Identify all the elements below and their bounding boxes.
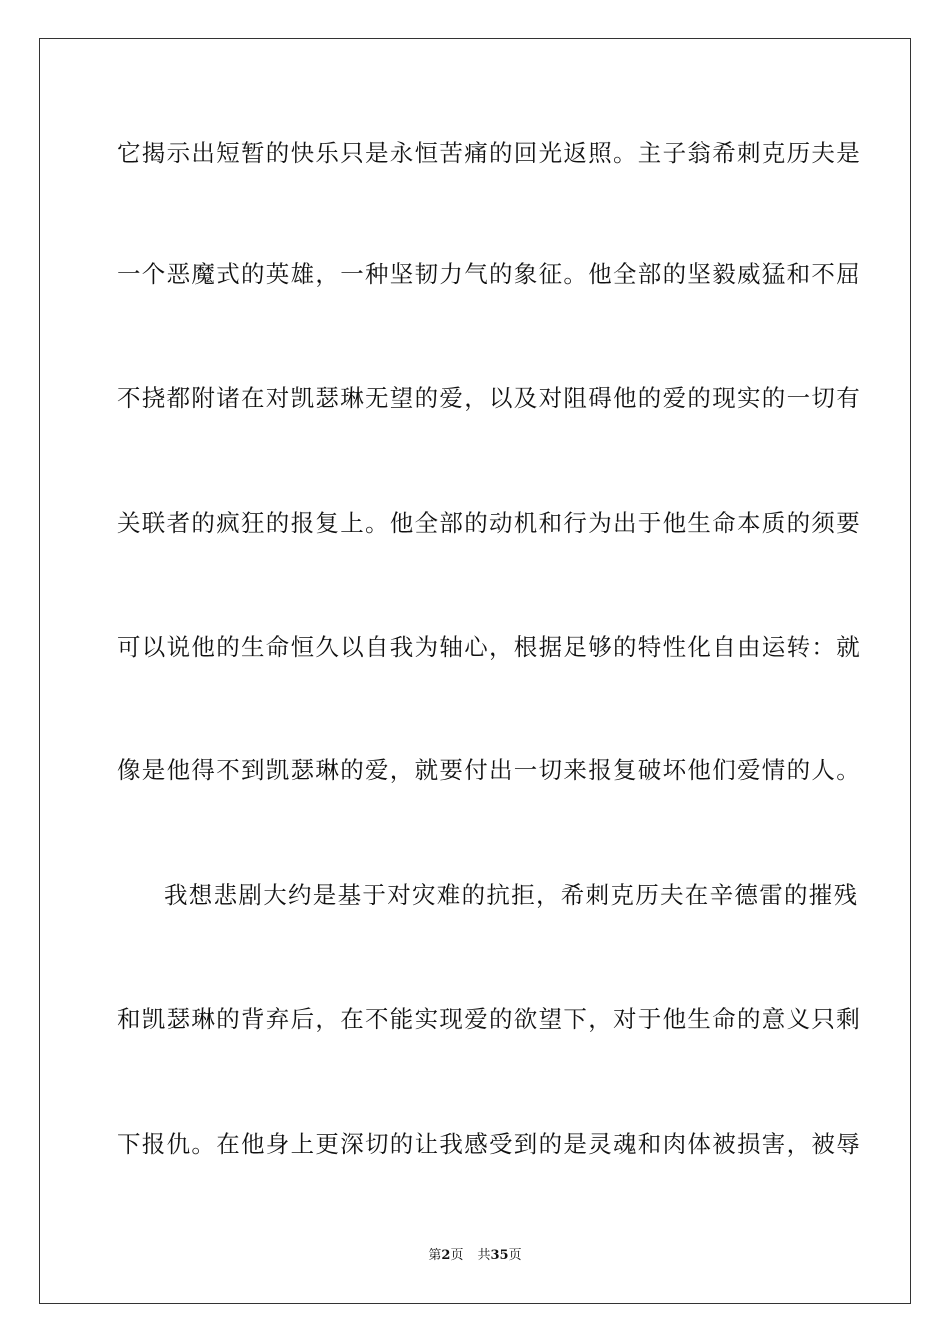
body-text-line-1: 它揭示出短暂的快乐只是永恒苦痛的回光返照。主子翁希刺克历夫是 (117, 139, 861, 167)
total-pages: 35 (490, 1248, 509, 1263)
page-footer (0, 1246, 950, 1266)
total-prefix: 共 (477, 1248, 491, 1263)
body-text-line-4: 关联者的疯狂的报复上。他全部的动机和行为出于他生命本质的须要 (117, 509, 861, 537)
page-border (39, 38, 911, 1304)
body-text-line-2: 一个恶魔式的英雄，一种坚韧力气的象征。他全部的坚毅威猛和不屈 (117, 260, 861, 288)
page-number: 2 (441, 1248, 451, 1263)
total-suffix: 页 (508, 1248, 522, 1263)
body-text-line-8: 和凯瑟琳的背弃后，在不能实现爱的欲望下，对于他生命的意义只剩 (117, 1005, 861, 1033)
page-suffix: 页 (450, 1248, 464, 1263)
body-text-line-5: 可以说他的生命恒久以自我为轴心，根据足够的特性化自由运转：就 (117, 633, 861, 661)
body-text-line-7: 我想悲剧大约是基于对灾难的抗拒，希刺克历夫在辛德雷的摧残 (164, 881, 859, 909)
body-text-line-6: 像是他得不到凯瑟琳的爱，就要付出一切来报复破坏他们爱情的人。 (117, 756, 861, 784)
page-prefix: 第 (428, 1248, 442, 1263)
body-text-line-3: 不挠都附诸在对凯瑟琳无望的爱，以及对阻碍他的爱的现实的一切有 (117, 384, 861, 412)
body-text-line-9: 下报仇。在他身上更深切的让我感受到的是灵魂和肉体被损害，被辱 (117, 1130, 861, 1158)
